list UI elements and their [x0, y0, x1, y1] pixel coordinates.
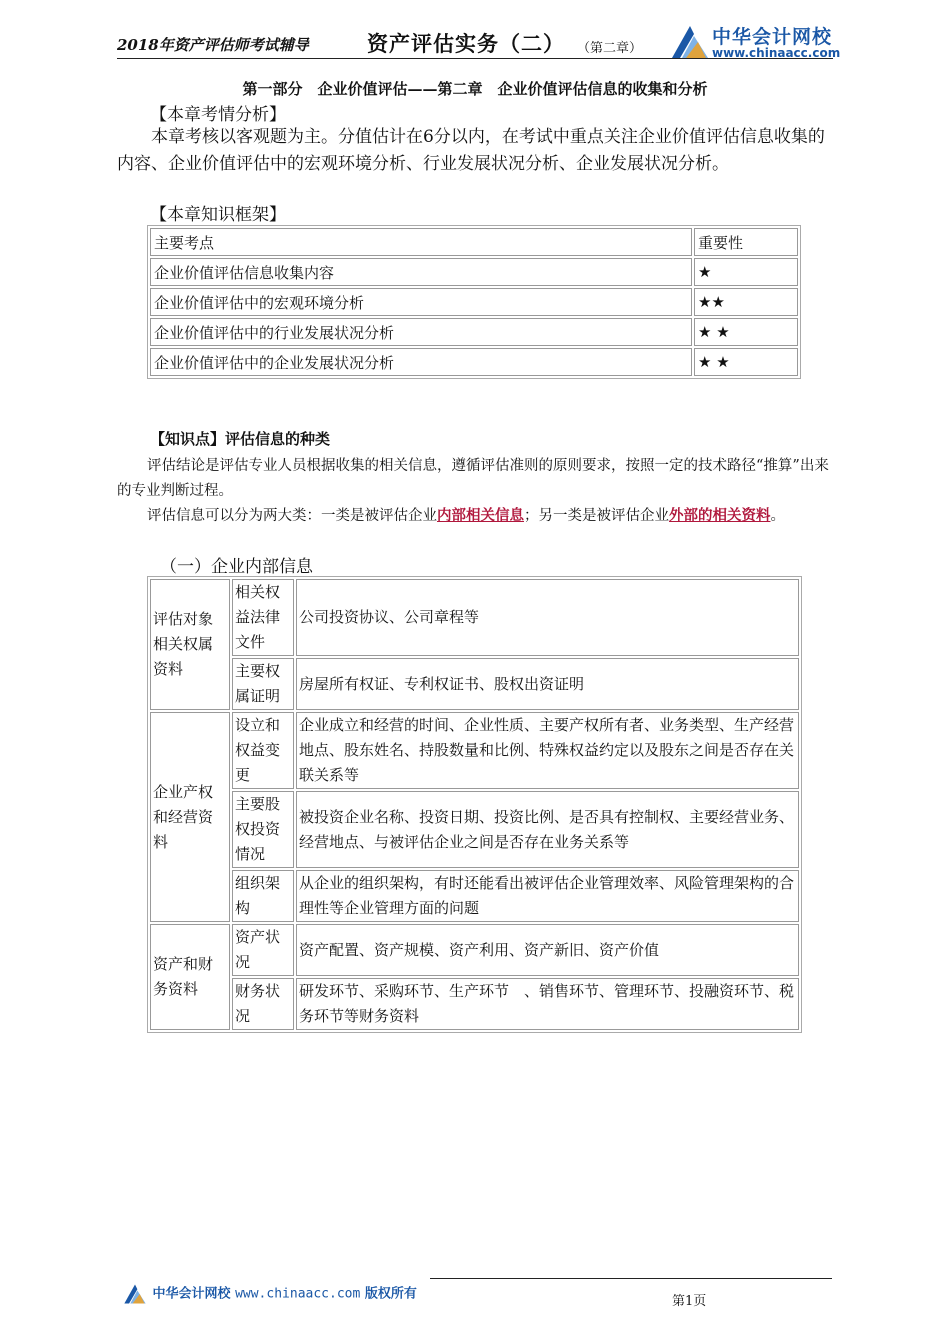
table-row: [150, 658, 799, 710]
header-course: 2018年资产评估师考试辅导: [117, 36, 309, 54]
footer-brand: [122, 1282, 417, 1306]
item-name-cell: 相关权益法律文件: [232, 579, 294, 656]
item-name-cell: 主要股权投资情况: [232, 791, 294, 868]
logo-name: 中华会计网校: [712, 26, 833, 48]
table-row: [150, 712, 799, 789]
table-row: [150, 318, 798, 346]
item-content-cell: 从企业的组织架构，有时还能看出被评估企业管理效率、风险管理架构的合理性等企业管理方面的问题: [296, 870, 799, 922]
category-cell: 评估对象相关权属资料: [150, 579, 230, 710]
external-info-link[interactable]: 外部的相关资料: [669, 507, 771, 524]
item-content-cell: 公司投资协议、公司章程等: [296, 579, 799, 656]
framework-table: [147, 225, 801, 379]
internal-info-heading: （一）企业内部信息: [160, 557, 313, 577]
chinaacc-logo: [668, 20, 848, 64]
column-header-importance: 重要性: [694, 228, 798, 256]
column-header-topic: 主要考点: [150, 228, 692, 256]
table-row: [150, 791, 799, 868]
footer-logo-icon: [122, 1282, 148, 1306]
internal-info-table: [147, 576, 802, 1033]
analysis-text: 本章考核以客观题为主。分值估计在6分以内，在考试中重点关注企业价值评估信息收集的内容、企业价值评估中的宏观环境分析、行业发展状况分析、企业发展状况分析。: [117, 127, 825, 174]
item-content-cell: 被投资企业名称、投资日期、投资比例、是否具有控制权、主要经营业务、经营地点、与被评估企业之间是否存在业务关系等: [296, 791, 799, 868]
table-row: [150, 579, 799, 656]
item-name-cell: 组织架构: [232, 870, 294, 922]
knowledge-point-paragraph-2: [117, 503, 837, 529]
item-content-cell: 企业成立和经营的时间、企业性质、主要产权所有者、业务类型、生产经营地点、股东姓名、持股数量和比例、特殊权益约定以及股东之间是否存在关联关系等: [296, 712, 799, 789]
category-cell: 资产和财务资料: [150, 924, 230, 1030]
table-row: [150, 924, 799, 976]
item-name-cell: 主要权属证明: [232, 658, 294, 710]
item-name-cell: 设立和权益变更: [232, 712, 294, 789]
analysis-heading: 【本章考情分析】: [150, 105, 286, 125]
table-row: [150, 348, 798, 376]
table-row: [150, 258, 798, 286]
footer-divider: [430, 1278, 832, 1279]
item-name-cell: 财务状况: [232, 978, 294, 1030]
item-content-cell: 研发环节、采购环节、生产环节 、销售环节、管理环节、投融资环节、税务环节等财务资料: [296, 978, 799, 1030]
paragraph-text: 评估信息可以分为两大类：一类是被评估企业: [147, 508, 437, 524]
item-name-cell: 资产状况: [232, 924, 294, 976]
footer-name: 中华会计网校: [152, 1286, 231, 1302]
importance-stars: ★: [694, 258, 798, 286]
paragraph-text: 。: [770, 508, 785, 524]
framework-heading: 【本章知识框架】: [150, 205, 286, 225]
logo-icon: [668, 22, 712, 62]
knowledge-point-paragraph-1: 评估结论是评估专业人员根据收集的相关信息，遵循评估准则的原则要求，按照一定的技术路径“推算”出来的专业判断过程。: [117, 458, 829, 499]
header-title: 资产评估实务（二）: [367, 31, 565, 56]
importance-stars: ★ ★: [694, 318, 798, 346]
topic-cell: 企业价值评估中的行业发展状况分析: [150, 318, 692, 346]
page-number: 第1页: [672, 1294, 707, 1309]
item-content-cell: 房屋所有权证、专利权证书、股权出资证明: [296, 658, 799, 710]
table-row: [150, 870, 799, 922]
topic-cell: 企业价值评估信息收集内容: [150, 258, 692, 286]
category-cell: 企业产权和经营资料: [150, 712, 230, 922]
internal-info-link[interactable]: 内部相关信息: [437, 507, 524, 524]
importance-stars: ★ ★: [694, 348, 798, 376]
footer-rights: 版权所有: [364, 1286, 417, 1302]
table-row: [150, 978, 799, 1030]
knowledge-point-title: 【知识点】评估信息的种类: [150, 430, 331, 448]
importance-stars: ★★: [694, 288, 798, 316]
table-row: [150, 288, 798, 316]
table-header-row: [150, 228, 798, 256]
header-chapter: （第二章）: [577, 41, 643, 56]
section-title: 第一部分 企业价值评估——第二章 企业价值评估信息的收集和分析: [242, 80, 708, 98]
footer-url[interactable]: www.chinaacc.com: [235, 1286, 361, 1302]
paragraph-text: ；另一类是被评估企业: [524, 508, 669, 524]
logo-url: www.chinaacc.com: [712, 46, 841, 60]
topic-cell: 企业价值评估中的宏观环境分析: [150, 288, 692, 316]
item-content-cell: 资产配置、资产规模、资产利用、资产新旧、资产价值: [296, 924, 799, 976]
topic-cell: 企业价值评估中的企业发展状况分析: [150, 348, 692, 376]
